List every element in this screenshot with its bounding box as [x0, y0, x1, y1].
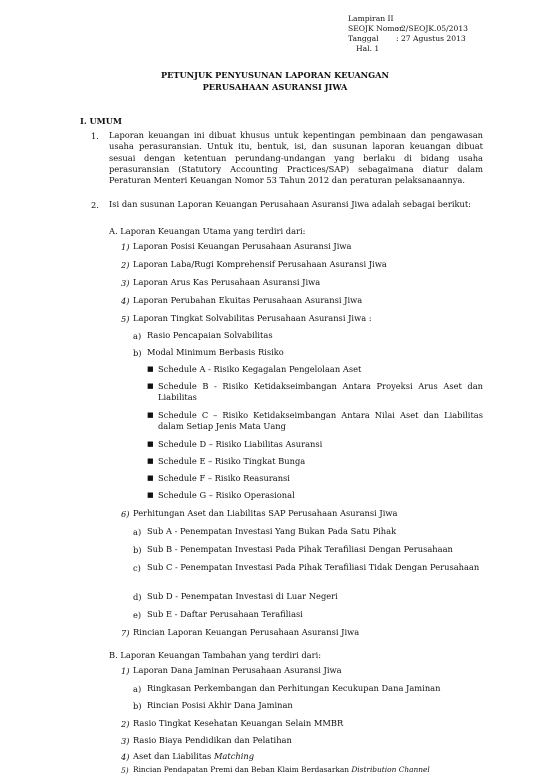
a-item-number-4: 4) [121, 296, 130, 306]
bullet-icon: ■ [147, 382, 154, 390]
b-item-2: Rasio Tingkat Kesehatan Keuangan Selain MMBR [133, 718, 344, 728]
title-line-2: PERUSAHAAN ASURANSI JIWA [202, 82, 348, 92]
sub-e-number: e) [133, 610, 142, 620]
solv-b-number: b) [133, 348, 142, 358]
b-item-5 [133, 765, 483, 774]
bullet-icon: ■ [147, 365, 154, 373]
schedule-c: Schedule C – Risiko Ketidakseimbangan Antara Nilai Aset dan Liabilitas dalam Setiap Jenis Mata Uang [158, 410, 483, 432]
paragraph-item-1: Laporan keuangan ini dibuat khusus untuk kepentingan pembinaan dan pengawasan usaha perasuransian. Untuk itu, bentuk, isi, dan susunan laporan keuangan dibuat sesuai dengan ketentuan perundang-undangan yang berlaku di bidang usaha perasuransian (Statutory Accounting Practices/SAP) sebagaimana diatur dalam Peraturan Menteri Keuangan Nomor 53 Tahun 2012 dan peraturan pelaksanaannya. [109, 130, 483, 186]
sub-a-number: a) [133, 527, 142, 537]
sub-d-text: Sub D - Penempatan Investasi di Luar Negeri [147, 591, 338, 601]
a-item-1: Laporan Posisi Keuangan Perusahaan Asuransi Jiwa [133, 241, 352, 251]
document-header [348, 14, 468, 54]
schedule-f: Schedule F – Risiko Reasuransi [158, 473, 290, 483]
b-item-4-text: Aset dan Liabilitas [133, 751, 214, 761]
b-item-5-italic: Distribution Channel [351, 765, 430, 774]
page-number: Hal. 1 [356, 44, 380, 53]
b-item-4 [133, 751, 254, 762]
a-item-3: Laporan Arus Kas Perusahaan Asuransi Jiwa [133, 277, 321, 287]
bullet-icon: ■ [147, 491, 154, 499]
a-item-2: Laporan Laba/Rugi Komprehensif Perusahaan Asuransi Jiwa [133, 259, 387, 269]
bullet-icon: ■ [147, 411, 154, 419]
lampiran-label: Lampiran II [348, 14, 394, 23]
sub-e-text: Sub E - Daftar Perusahaan Terafiliasi [147, 609, 303, 619]
a-item-number-6: 6) [121, 509, 130, 519]
b-item-1b: Rincian Posisi Akhir Dana Jaminan [147, 700, 293, 710]
solv-b-text: Modal Minimum Berbasis Risiko [147, 347, 284, 357]
schedule-g: Schedule G – Risiko Operasional [158, 490, 295, 500]
b-item-1b-number: b) [133, 701, 142, 711]
b-item-1a-number: a) [133, 684, 142, 694]
sub-a-text: Sub A - Penempatan Investasi Yang Bukan Pada Satu Pihak [147, 526, 397, 536]
b-item-number-4: 4) [121, 752, 130, 762]
sub-b-text: Sub B - Penempatan Investasi Pada Pihak Terafiliasi Dengan Perusahaan [147, 544, 453, 554]
bullet-icon: ■ [147, 440, 154, 448]
a-item-number-2: 2) [121, 260, 130, 270]
solv-a-number: a) [133, 331, 142, 341]
a-item-7: Rincian Laporan Keuangan Perusahaan Asuransi Jiwa [133, 627, 360, 637]
b-item-4-italic: Matching [213, 751, 255, 761]
section-heading-umum: I. UMUM [80, 116, 122, 126]
a-item-number-5: 5) [121, 314, 130, 324]
b-item-number-5: 5) [121, 766, 129, 775]
a-item-number-1: 1) [121, 242, 130, 252]
sub-d-number: d) [133, 592, 142, 602]
nomor-value: : 2/SEOJK.05/2013 [396, 24, 469, 33]
tanggal-value: : 27 Agustus 2013 [396, 34, 466, 43]
a-item-number-3: 3) [121, 278, 130, 288]
a-item-4: Laporan Perubahan Ekuitas Perusahaan Asuransi Jiwa [133, 295, 363, 305]
tanggal-label: Tanggal [348, 34, 379, 43]
schedule-e: Schedule E – Risiko Tingkat Bunga [158, 456, 306, 466]
schedule-b: Schedule B - Risiko Ketidakseimbangan Antara Proyeksi Arus Aset dan Liabilitas [158, 381, 483, 403]
bullet-icon: ■ [147, 457, 154, 465]
b-item-5-text: Rincian Pendapatan Premi dan Beban Klaim Berdasarkan [133, 765, 352, 774]
title-line-1: PETUNJUK PENYUSUNAN LAPORAN KEUANGAN [161, 70, 389, 80]
a-item-6: Perhitungan Aset dan Liabilitas SAP Perusahaan Asuransi Jiwa [133, 508, 398, 518]
solv-a-text: Rasio Pencapaian Solvabilitas [147, 330, 273, 340]
schedule-a: Schedule A - Risiko Kegagalan Pengelolaan Aset [158, 364, 362, 374]
bullet-icon: ■ [147, 474, 154, 482]
a-item-number-7: 7) [121, 628, 130, 638]
item-number-1: 1. [91, 131, 99, 141]
a-item-5: Laporan Tingkat Solvabilitas Perusahaan Asuransi Jiwa : [133, 313, 372, 323]
b-item-1a: Ringkasan Perkembangan dan Perhitungan Kecukupan Dana Jaminan [147, 683, 441, 693]
item-number-2: 2. [91, 200, 99, 210]
paragraph-item-2: Isi dan susunan Laporan Keuangan Perusahaan Asuransi Jiwa adalah sebagai berikut: [109, 199, 471, 209]
group-b-heading: B. Laporan Keuangan Tambahan yang terdiri dari: [109, 650, 322, 660]
b-item-3: Rasio Biaya Pendidikan dan Pelatihan [133, 735, 292, 745]
group-a-heading: A. Laporan Keuangan Utama yang terdiri dari: [109, 226, 306, 236]
sub-c-text: Sub C - Penempatan Investasi Pada Pihak Terafiliasi Tidak Dengan Perusahaan [147, 562, 480, 572]
sub-c-number: c) [133, 563, 141, 573]
nomor-label: SEOJK Nomor [348, 24, 403, 33]
b-item-1: Laporan Dana Jaminan Perusahaan Asuransi Jiwa [133, 665, 342, 675]
b-item-number-1: 1) [121, 666, 130, 676]
schedule-d: Schedule D – Risiko Liabilitas Asuransi [158, 439, 323, 449]
b-item-number-3: 3) [121, 736, 130, 746]
b-item-number-2: 2) [121, 719, 130, 729]
sub-b-number: b) [133, 545, 142, 555]
